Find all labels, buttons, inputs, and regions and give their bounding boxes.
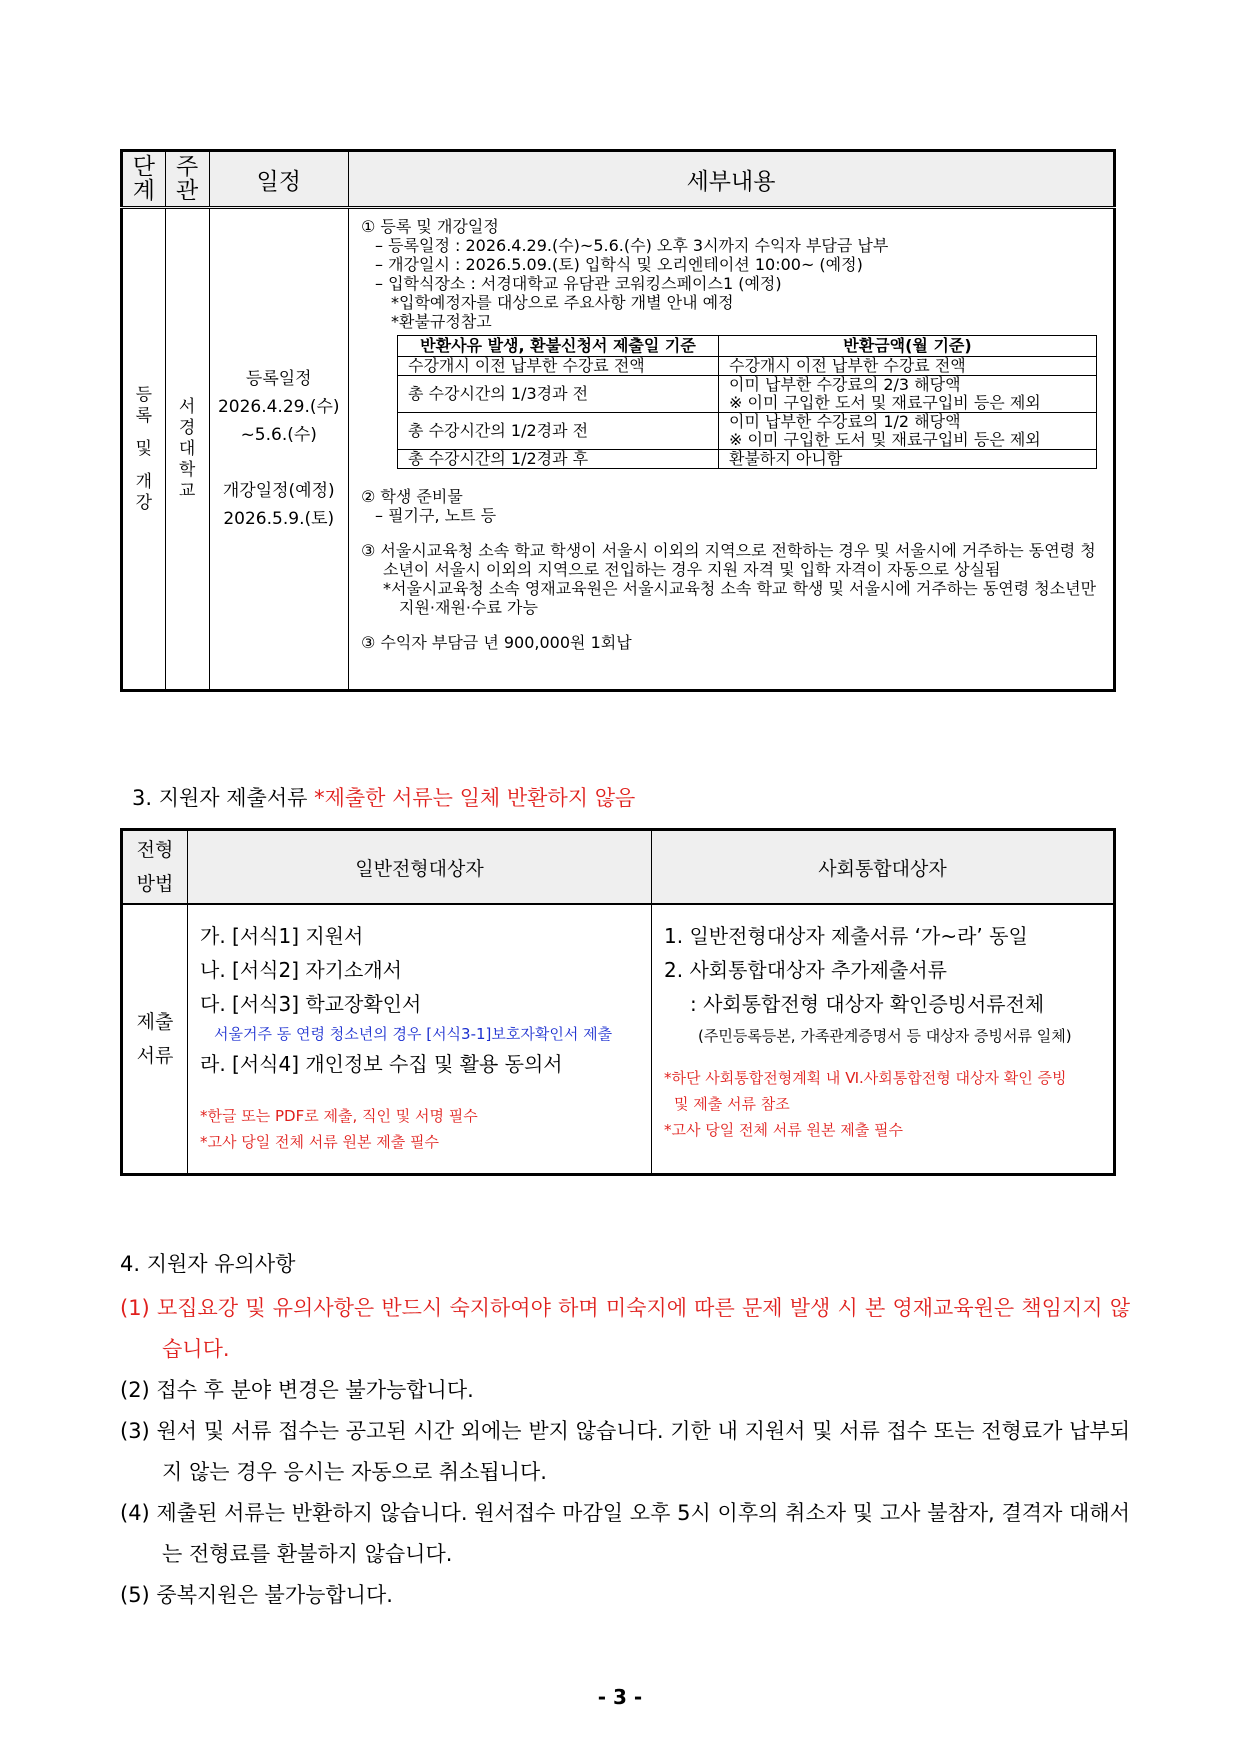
- s2-title: ② 학생 준비물: [361, 487, 463, 506]
- caution-5: (5) 중복지원은 불가능합니다.: [120, 1583, 393, 1607]
- general-note-2: *고사 당일 전체 서류 원본 제출 필수: [200, 1133, 439, 1151]
- section3-title: 3. 지원자 제출서류 *제출한 서류는 일체 반환하지 않음: [132, 786, 636, 810]
- reg-start: 2026.4.29.(수): [217, 397, 340, 417]
- s1-bullet-3: – 입학식장소 : 서경대학교 유담관 코워킹스페이스1 (예정): [375, 274, 782, 293]
- registration-table-header: [122, 151, 1115, 208]
- s1-bullet-2: – 개강일시 : 2026.5.09.(토) 입학식 및 오리엔테이션 10:00~ (예정): [375, 255, 863, 274]
- caution-2: (2) 접수 후 분야 변경은 불가능합니다.: [120, 1378, 474, 1402]
- s1-note-2: *환불규정참고: [391, 312, 492, 331]
- documents-row: [122, 904, 1115, 1175]
- social-note-1a: *하단 사회통합전형계획 내 Ⅵ.사회통합전형 대상자 확인 증빙: [664, 1069, 1067, 1087]
- list-item: 라. [서식4] 개인정보 수집 및 활용 동의서: [200, 1052, 563, 1076]
- header-general: 일반전형대상자: [188, 830, 652, 905]
- social-note-2: *고사 당일 전체 서류 원본 제출 필수: [664, 1121, 903, 1139]
- table-row: 총 수강시간의 1/2경과 전 이미 납부한 수강료의 1/2 해당액 ※ 이미 구입한 도서 및 재료구입비 등은 제외: [398, 413, 1097, 450]
- s3-note: *서울시교육청 소속 영재교육원은 서울시교육청 소속 학교 학생 및 서울시에 거주하는 동연령 청소년만 지원·재원·수료 가능: [383, 579, 1097, 617]
- s3-text: ③ 서울시교육청 소속 학교 학생이 서울시 이외의 지역으로 전학하는 경우 및 서울시에 거주하는 동연령 청소년이 서울시 이외의 지역으로 전입하는 경우 지원 자격 및 입학 자격이 자동으로 상실됨: [361, 541, 1096, 579]
- s2-bullet-1: – 필기구, 노트 등: [375, 506, 497, 525]
- list-item: 나. [서식2] 자기소개서: [200, 958, 402, 982]
- schedule-cell: [209, 208, 348, 691]
- refund-col-reason: 반환사유 발생, 환불신청서 제출일 기준: [398, 336, 719, 357]
- open-label: 개강일정(예정): [222, 481, 335, 501]
- registration-table: [120, 149, 1116, 692]
- reg-label: 등록일정: [245, 369, 312, 389]
- table-row: 총 수강시간의 1/2경과 후 환불하지 아니함: [398, 450, 1097, 469]
- section4: [120, 1248, 1130, 1616]
- header-schedule: 일정: [209, 151, 348, 208]
- table-row: 수강개시 이전 납부한 수강료 전액 수강개시 이전 납부한 수강료 전액: [398, 357, 1097, 376]
- refund-header: [398, 336, 1097, 357]
- host-cell: 서 경 대 학 교: [165, 208, 209, 691]
- social-docs: [652, 904, 1115, 1175]
- s1-title: ① 등록 및 개강일정: [361, 217, 499, 236]
- stage-cell: 등 록 및 개 강: [122, 208, 166, 691]
- guardian-note: 서울거주 동 연령 청소년의 경우 [서식3-1]보호자확인서 제출: [214, 1025, 613, 1043]
- list-item: 다. [서식3] 학교장확인서: [200, 992, 422, 1016]
- open-date: 2026.5.9.(토): [223, 509, 335, 529]
- header-stage: 단 계: [122, 151, 166, 208]
- details-cell: [349, 208, 1115, 691]
- s4-text: ③ 수익자 부담금 년 900,000원 1회납: [361, 633, 632, 652]
- page-number: - 3 -: [597, 1685, 643, 1709]
- refund-table: [397, 335, 1097, 469]
- table-row: 총 수강시간의 1/3경과 전 이미 납부한 수강료의 2/3 해당액 ※ 이미 구입한 도서 및 재료구입비 등은 제외: [398, 376, 1097, 413]
- header-social: 사회통합대상자: [652, 830, 1115, 905]
- reg-end: ~5.6.(수): [240, 425, 317, 445]
- caution-4: (4) 제출된 서류는 반환하지 않습니다. 원서접수 마감일 오후 5시 이후의 취소자 및 고사 불참자, 결격자 대해서는 전형료를 환불하지 않습니다.: [120, 1501, 1130, 1566]
- list-item: 가. [서식1] 지원서: [200, 924, 364, 948]
- s1-note-1: *입학예정자를 대상으로 주요사항 개별 안내 예정: [391, 293, 734, 312]
- header-details: 세부내용: [349, 151, 1115, 208]
- list-item: 2. 사회통합대상자 추가제출서류: [664, 958, 947, 982]
- list-item: 1. 일반전형대상자 제출서류 ‘가~라’ 동일: [664, 924, 1028, 948]
- section4-title: 4. 지원자 유의사항: [120, 1252, 296, 1276]
- social-sub: : 사회통합전형 대상자 확인증빙서류전체: [690, 992, 1045, 1016]
- social-note-1b: 및 제출 서류 참조: [674, 1095, 790, 1113]
- refund-col-amount: 반환금액(월 기준): [719, 336, 1097, 357]
- general-note-1: *한글 또는 PDF로 제출, 직인 및 서명 필수: [200, 1107, 478, 1125]
- caution-1: (1) 모집요강 및 유의사항은 반드시 숙지하여야 하며 미숙지에 따른 문제 발생 시 본 영재교육원은 책임지지 않습니다.: [120, 1296, 1130, 1361]
- section3-title-note: *제출한 서류는 일체 반환하지 않음: [314, 786, 636, 810]
- s1-bullet-1: – 등록일정 : 2026.4.29.(수)~5.6.(수) 오후 3시까지 수익자 부담금 납부: [375, 236, 889, 255]
- header-host: 주 관: [165, 151, 209, 208]
- social-sub-note: (주민등록등본, 가족관계증명서 등 대상자 증빙서류 일체): [698, 1027, 1072, 1045]
- documents-table-header: [122, 830, 1115, 905]
- general-docs: [188, 904, 652, 1175]
- caution-3: (3) 원서 및 서류 접수는 공고된 시간 외에는 받지 않습니다. 기한 내 지원서 및 서류 접수 또는 전형료가 납부되지 않는 경우 응시는 자동으로 취소됩니다.: [120, 1419, 1130, 1484]
- header-method: 전형 방법: [122, 830, 188, 905]
- registration-row: [122, 208, 1115, 691]
- row-category: 제출 서류: [122, 904, 188, 1175]
- documents-table: [120, 828, 1116, 1176]
